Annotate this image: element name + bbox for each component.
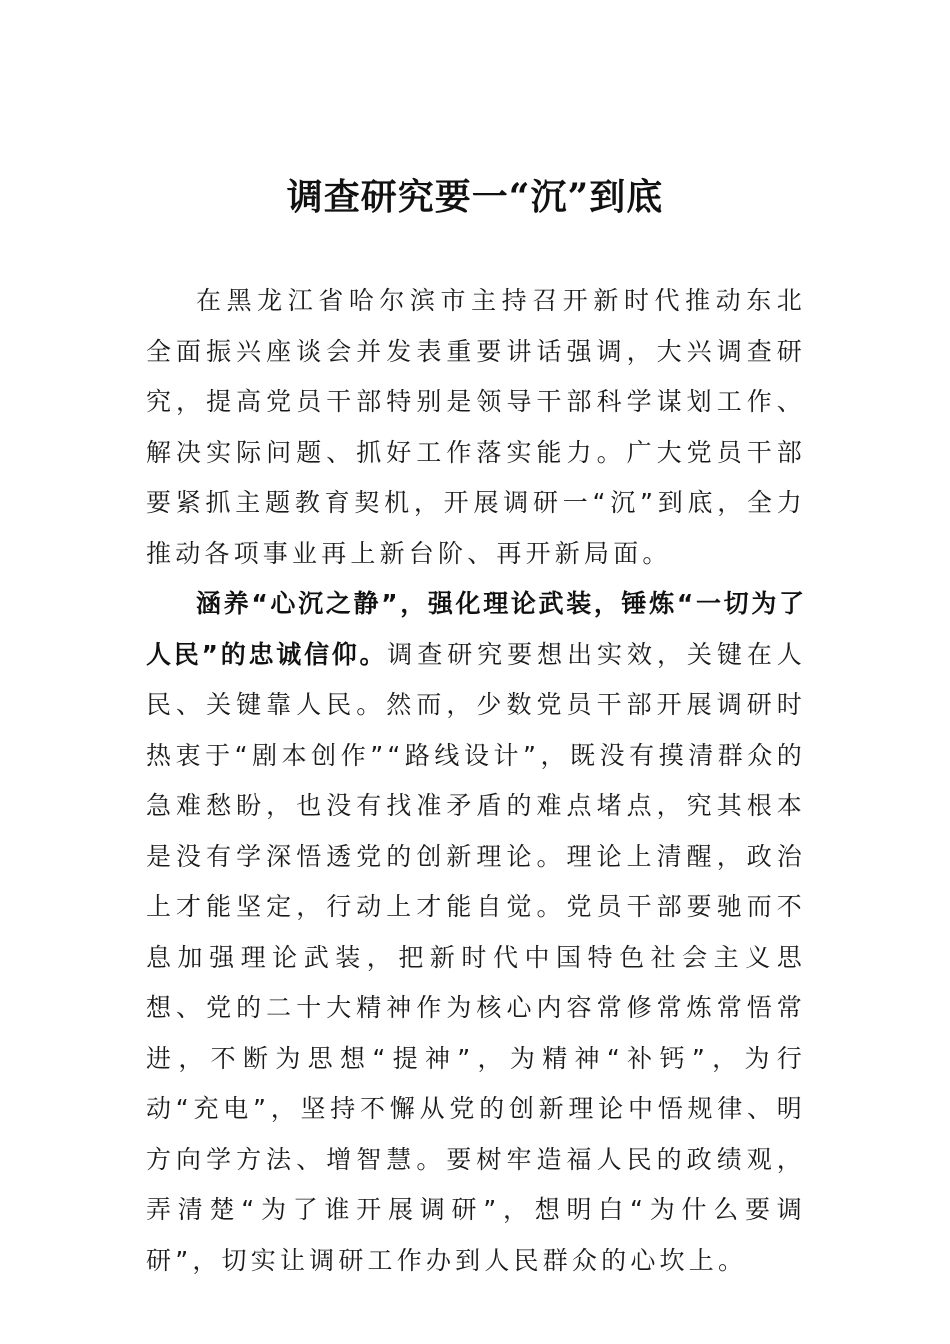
document-body — [146, 276, 806, 1286]
paragraph-2-text: 调查研究要想出实效，关键在人民、关键靠人民。然而，少数党员干部开展调研时热衷于“剧本创作”“路线设计”，既没有摸清群众的急难愁盼，也没有找准矛盾的难点堵点，究其根本是没有学深悟透党的创新理论。理论上清醒，政治上才能坚定，行动上才能自觉。党员干部要驰而不息加强理论武装，把新时代中国特色社会主义思想、党的二十大精神作为核心内容常修常炼常悟常进，不断为思想“提神”，为精神“补钙”，为行动“充电”，坚持不懈从党的创新理论中悟规律、明方向学方法、增智慧。要树牢造福人民的政绩观，弄清楚“为了谁开展调研”，想明白“为什么要调研”，切实让调研工作办到人民群众的心坎上。 — [146, 639, 806, 1275]
paragraph-1 — [146, 276, 806, 579]
paragraph-2 — [146, 579, 806, 1286]
document-title: 调查研究要一“沉”到底 — [286, 176, 664, 218]
paragraph-2-lead: 涵养“心沉之静”，强化理论武装，锤炼“一切为了人民”的忠诚信仰。 — [146, 589, 806, 669]
paragraph-1-text: 在黑龙江省哈尔滨市主持召开新时代推动东北全面振兴座谈会并发表重要讲话强调，大兴调查研究，提高党员干部特别是领导干部科学谋划工作、解决实际问题、抓好工作落实能力。广大党员干部要紧抓主题教育契机，开展调研一“沉”到底，全力推动各项事业再上新台阶、再开新局面。 — [146, 286, 806, 568]
